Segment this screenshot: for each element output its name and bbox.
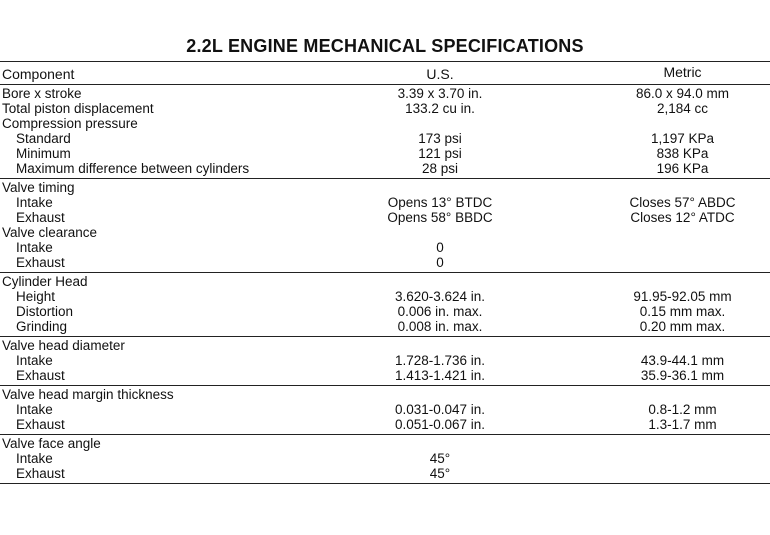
table-row bbox=[0, 402, 770, 417]
table-group bbox=[0, 386, 770, 435]
cell-us: 0.008 in. max. bbox=[397, 319, 483, 334]
cell-metric: 1,197 KPa bbox=[650, 131, 715, 146]
table-group bbox=[0, 435, 770, 484]
cell-metric: 1.3-1.7 mm bbox=[648, 417, 717, 432]
table-group bbox=[0, 179, 770, 273]
cell-component: Grinding bbox=[16, 319, 68, 334]
cell-us: 1.728-1.736 in. bbox=[394, 353, 486, 368]
cell-us: 121 psi bbox=[418, 146, 462, 161]
cell-component: Intake bbox=[16, 240, 53, 255]
table-row bbox=[0, 338, 770, 353]
table-row bbox=[0, 195, 770, 210]
cell-us: 0.051-0.067 in. bbox=[394, 417, 486, 432]
cell-component: Valve timing bbox=[2, 180, 75, 195]
table-group bbox=[0, 85, 770, 179]
cell-component: Exhaust bbox=[16, 466, 65, 481]
cell-metric: 35.9-36.1 mm bbox=[640, 368, 725, 383]
cell-metric: 91.95-92.05 mm bbox=[633, 289, 732, 304]
cell-component: Distortion bbox=[16, 304, 74, 319]
cell-us: 45° bbox=[429, 451, 451, 466]
cell-us: 3.39 x 3.70 in. bbox=[397, 86, 483, 101]
table-row bbox=[0, 240, 770, 255]
table-body bbox=[0, 85, 770, 484]
table-row bbox=[0, 436, 770, 451]
cell-component: Intake bbox=[16, 353, 53, 368]
cell-metric: 838 KPa bbox=[656, 146, 709, 161]
cell-us: 28 psi bbox=[421, 161, 459, 176]
cell-us: Opens 58° BBDC bbox=[387, 210, 493, 225]
table-row bbox=[0, 387, 770, 402]
cell-component: Intake bbox=[16, 451, 53, 466]
cell-metric: Closes 12° ATDC bbox=[630, 210, 735, 225]
table-row bbox=[0, 161, 770, 176]
cell-component: Intake bbox=[16, 195, 53, 210]
cell-component: Compression pressure bbox=[2, 116, 138, 131]
cell-metric: Closes 57° ABDC bbox=[629, 195, 736, 210]
cell-component: Valve clearance bbox=[2, 225, 98, 240]
cell-component: Exhaust bbox=[16, 255, 65, 270]
cell-component: Exhaust bbox=[16, 368, 65, 383]
cell-component: Valve head margin thickness bbox=[2, 387, 174, 402]
table-row bbox=[0, 210, 770, 225]
cell-component: Standard bbox=[16, 131, 71, 146]
cell-metric: 196 KPa bbox=[656, 161, 709, 176]
cell-component: Height bbox=[16, 289, 56, 304]
table-row bbox=[0, 368, 770, 383]
header-component: Component bbox=[2, 66, 75, 82]
cell-component: Bore x stroke bbox=[2, 86, 82, 101]
table-row bbox=[0, 86, 770, 101]
cell-us: Opens 13° BTDC bbox=[387, 195, 493, 210]
cell-component: Valve head diameter bbox=[2, 338, 125, 353]
cell-metric: 43.9-44.1 mm bbox=[640, 353, 725, 368]
table-group bbox=[0, 337, 770, 386]
table-row bbox=[0, 353, 770, 368]
cell-us: 0.031-0.047 in. bbox=[394, 402, 486, 417]
cell-us: 133.2 cu in. bbox=[405, 101, 475, 116]
cell-metric: 0.20 mm max. bbox=[639, 319, 726, 334]
cell-us: 1.413-1.421 in. bbox=[394, 368, 486, 383]
page-title: 2.2L ENGINE MECHANICAL SPECIFICATIONS bbox=[186, 36, 584, 56]
table-row bbox=[0, 146, 770, 161]
cell-metric: 2,184 cc bbox=[656, 101, 709, 116]
table-row bbox=[0, 255, 770, 270]
spec-table bbox=[0, 61, 770, 484]
table-row bbox=[0, 131, 770, 146]
cell-component: Minimum bbox=[16, 146, 71, 161]
table-row bbox=[0, 274, 770, 289]
table-row bbox=[0, 417, 770, 432]
table-row bbox=[0, 466, 770, 481]
table-row bbox=[0, 451, 770, 466]
header-us: U.S. bbox=[426, 66, 454, 82]
cell-component: Cylinder Head bbox=[2, 274, 88, 289]
cell-us: 0.006 in. max. bbox=[397, 304, 483, 319]
cell-metric: 0.8-1.2 mm bbox=[648, 402, 717, 417]
cell-component: Total piston displacement bbox=[2, 101, 154, 116]
cell-component: Valve face angle bbox=[2, 436, 101, 451]
cell-us: 0 bbox=[436, 240, 444, 255]
cell-component: Exhaust bbox=[16, 210, 65, 225]
table-row bbox=[0, 319, 770, 334]
table-row bbox=[0, 225, 770, 240]
cell-component: Maximum difference between cylinders bbox=[16, 161, 250, 176]
table-row bbox=[0, 304, 770, 319]
table-row bbox=[0, 101, 770, 116]
cell-us: 3.620-3.624 in. bbox=[394, 289, 486, 304]
table-row bbox=[0, 289, 770, 304]
cell-component: Intake bbox=[16, 402, 53, 417]
cell-us: 45° bbox=[429, 466, 451, 481]
table-row bbox=[0, 116, 770, 131]
cell-us: 0 bbox=[436, 255, 444, 270]
table-row bbox=[0, 180, 770, 195]
table-header bbox=[0, 61, 770, 85]
table-group bbox=[0, 273, 770, 337]
cell-metric: 0.15 mm max. bbox=[639, 304, 726, 319]
cell-us: 173 psi bbox=[418, 131, 462, 146]
cell-component: Exhaust bbox=[16, 417, 65, 432]
header-metric: Metric bbox=[663, 64, 702, 80]
cell-metric: 86.0 x 94.0 mm bbox=[635, 86, 730, 101]
